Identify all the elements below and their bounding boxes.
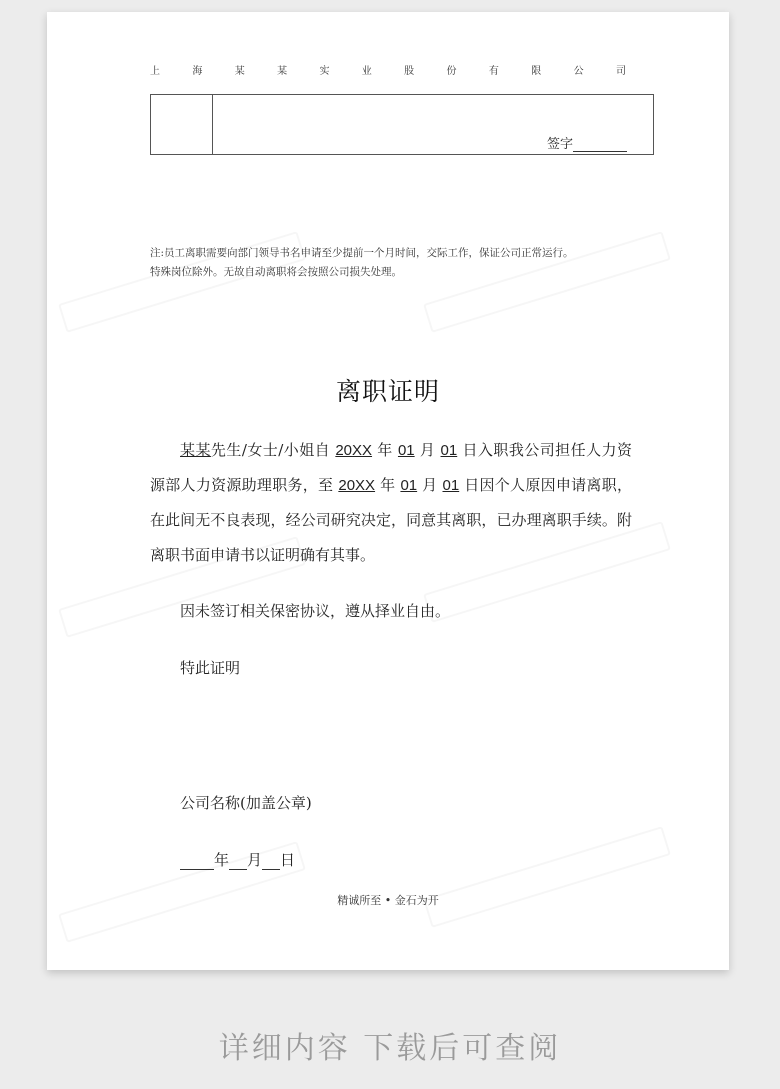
company-char: 限 bbox=[531, 66, 542, 77]
end-month: 01 bbox=[400, 477, 418, 494]
company-char: 海 bbox=[192, 66, 203, 77]
employee-name: 某某 bbox=[180, 442, 211, 459]
document-title: 离职证明 bbox=[335, 377, 440, 406]
body-text: 月 bbox=[417, 476, 443, 494]
company-seal-line: 公司名称(加盖公章) bbox=[180, 794, 312, 812]
body-text: 年 bbox=[372, 441, 398, 459]
signature-field bbox=[547, 133, 627, 152]
company-header bbox=[150, 62, 626, 77]
watermark bbox=[423, 826, 671, 928]
company-char: 份 bbox=[446, 66, 457, 77]
confidentiality-paragraph: 因未签订相关保密协议，遵从择业自由。 bbox=[180, 602, 451, 620]
signature-box bbox=[150, 94, 654, 155]
company-char: 上 bbox=[150, 66, 160, 77]
body-text: 日入职我公司担任人力资源部人力资源助理职务，至 bbox=[150, 441, 632, 494]
end-day: 01 bbox=[442, 477, 460, 494]
company-char: 公 bbox=[573, 66, 584, 77]
body-text: 先生/女士/小姐自 bbox=[210, 441, 336, 459]
document-page bbox=[47, 12, 729, 970]
company-char: 某 bbox=[234, 66, 245, 77]
note-line: 注:员工离职需要向部门领导书名申请至少提前一个月时间，交际工作，保证公司正常运行。 bbox=[150, 247, 574, 259]
company-char: 某 bbox=[277, 66, 288, 77]
company-char: 业 bbox=[361, 66, 372, 77]
company-char: 有 bbox=[488, 66, 499, 77]
start-day: 01 bbox=[440, 442, 458, 459]
month-label: 月 bbox=[247, 851, 263, 869]
body-text: 日因个人原因申请离职，在此间无不良表现，经公司研究决定，同意其离职，已办理离职手续。附离职书面申请书以证明确有其事。 bbox=[150, 476, 632, 564]
start-year: 20XX bbox=[335, 442, 373, 459]
company-char: 实 bbox=[319, 66, 330, 77]
start-month: 01 bbox=[397, 442, 415, 459]
certification-line: 特此证明 bbox=[180, 659, 241, 677]
end-year: 20XX bbox=[338, 477, 376, 494]
signature-line bbox=[573, 139, 627, 152]
day-label: 日 bbox=[280, 851, 296, 869]
download-prompt: 详细内容 下载后可查阅 bbox=[218, 1031, 562, 1066]
year-label: 年 bbox=[214, 851, 230, 869]
body-text: 月 bbox=[414, 441, 441, 459]
company-char: 股 bbox=[404, 66, 415, 77]
page-footer-motto: 精诚所至 • 金石为开 bbox=[337, 894, 439, 907]
company-char: 司 bbox=[615, 66, 626, 77]
note-line: 特殊岗位除外。无故自动离职将会按照公司损失处理。 bbox=[150, 266, 402, 278]
table-divider bbox=[212, 95, 213, 154]
body-text: 年 bbox=[375, 476, 401, 494]
signature-label: 签字 bbox=[546, 137, 573, 152]
